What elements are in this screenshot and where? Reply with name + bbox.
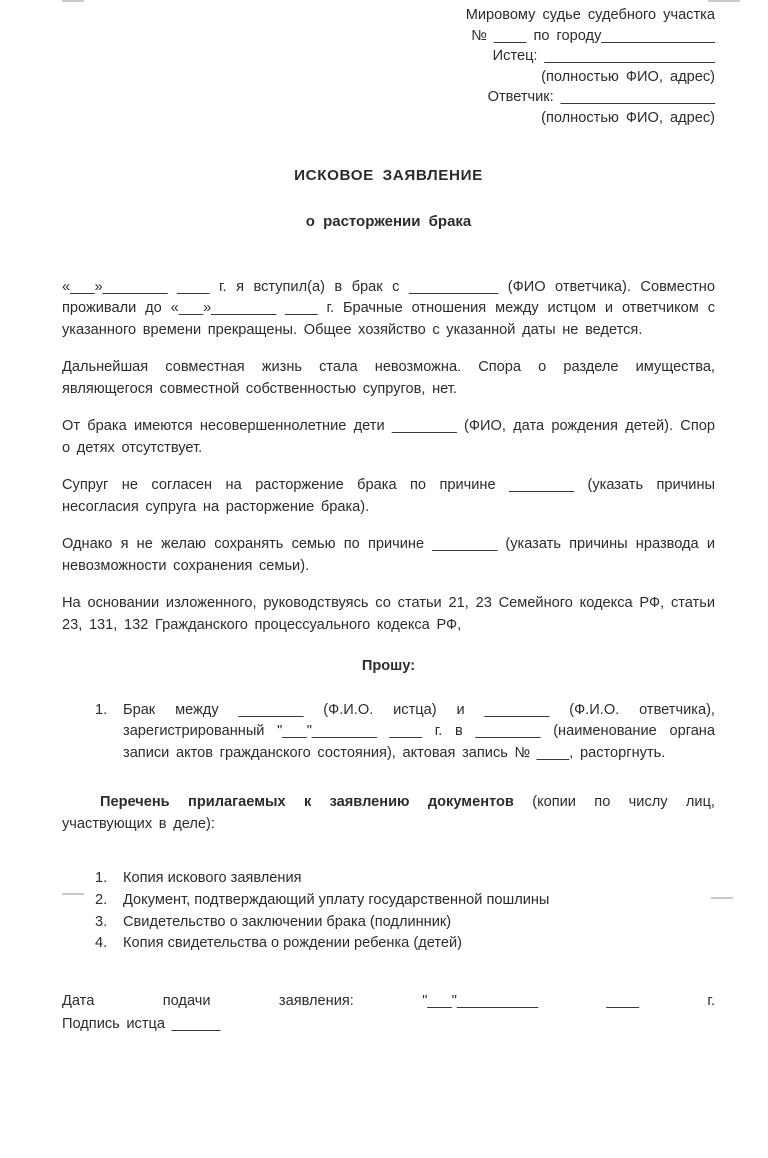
document-subtitle: о расторжении брака (305, 213, 472, 231)
plaintiff-line: Истец: _____________________ (492, 48, 715, 65)
footer (62, 991, 715, 1035)
children-paragraph: От брака имеются несовершеннолетние дети ________ (ФИО, дата рождения детей). Спор о детях отсутствует. (62, 418, 715, 456)
crop-mark-middle-right (711, 897, 733, 899)
attachments-list (62, 868, 715, 955)
court-number-line: № ____ по городу______________ (471, 27, 715, 44)
attachment-item-text: Свидетельство о заключении брака (подлинник) (123, 913, 452, 930)
attachments-intro-bold: Перечень прилагаемых к заявлению документов (100, 794, 514, 811)
signature-line: Подпись истца ______ (62, 1015, 221, 1032)
legal-basis-paragraph: На основании изложенного, руководствуясь со статьи 21, 23 Семейного кодекса РФ, статьи 23, 131, 132 Гражданского процессуального кодекса РФ, (62, 595, 715, 633)
court-line: Мировому судье судебного участка (465, 7, 715, 23)
attachment-item-text: Копия искового заявления (123, 870, 302, 887)
attachment-item-text: Копия свидетельства о рождении ребенка (детей) (123, 935, 463, 952)
attachment-item-text: Документ, подтверждающий уплату государственной пошлины (123, 891, 550, 908)
plaintiff-hint: (полностью ФИО, адрес) (541, 68, 715, 85)
marriage-facts-paragraph: «___»________ ____ г. я вступил(а) в брак с ___________ (ФИО ответчика). Совместно проживали до «___»________ ____ г. Брачные отношения между истцом и ответчиком с указанного времени прекращены. Общее хозяйство с указанной даты не ведется. (62, 278, 715, 338)
request-heading: Прошу: (361, 658, 416, 675)
attachment-item-number: 2. (95, 891, 108, 908)
crop-mark-top-left (62, 0, 84, 2)
attachment-item (95, 912, 715, 934)
recipient-block (62, 5, 715, 129)
spouse-disagreement-paragraph: Супруг не согласен на расторжение брака по причине ________ (указать причины несогласия супруга на расторжение брака). (62, 477, 715, 515)
attachment-item-number: 4. (95, 935, 108, 952)
request-item (62, 700, 715, 765)
attachment-item (95, 933, 715, 955)
attachment-item-number: 1. (95, 870, 108, 887)
defendant-line: Ответчик: ___________________ (487, 89, 715, 106)
attachments-intro (62, 792, 715, 835)
defendant-hint: (полностью ФИО, адрес) (541, 109, 715, 126)
crop-mark-middle-left (62, 893, 84, 895)
request-item-text: Брак между ________ (Ф.И.О. истца) и ________ (Ф.И.О. ответчика), зарегистрированный "___"________ ____ г. в ________ (наименование органа записи актов гражданского состояния), актовая запись № ____, расторгнуть. (123, 701, 715, 761)
attachment-item (95, 868, 715, 890)
request-item-number: 1. (95, 701, 108, 718)
document-title: ИСКОВОЕ ЗАЯВЛЕНИЕ (294, 166, 483, 184)
filing-date-line: Дата подачи заявления: "___"__________ ____ г. (62, 993, 715, 1010)
crop-mark-top-right (708, 0, 740, 2)
attachment-item (95, 890, 715, 912)
divorce-reasons-paragraph: Однако я не желаю сохранять семью по причине ________ (указать причины нразвода и невозможности сохранения семьи). (62, 536, 715, 574)
attachments-intro-rest: (копии по числу лиц, участвующих в деле): (62, 794, 715, 832)
attachment-item-number: 3. (95, 913, 108, 930)
life-impossible-paragraph: Дальнейшая совместная жизнь стала невозможна. Спора о разделе имущества, являющегося совместной собственностью супругов, нет. (62, 359, 715, 397)
